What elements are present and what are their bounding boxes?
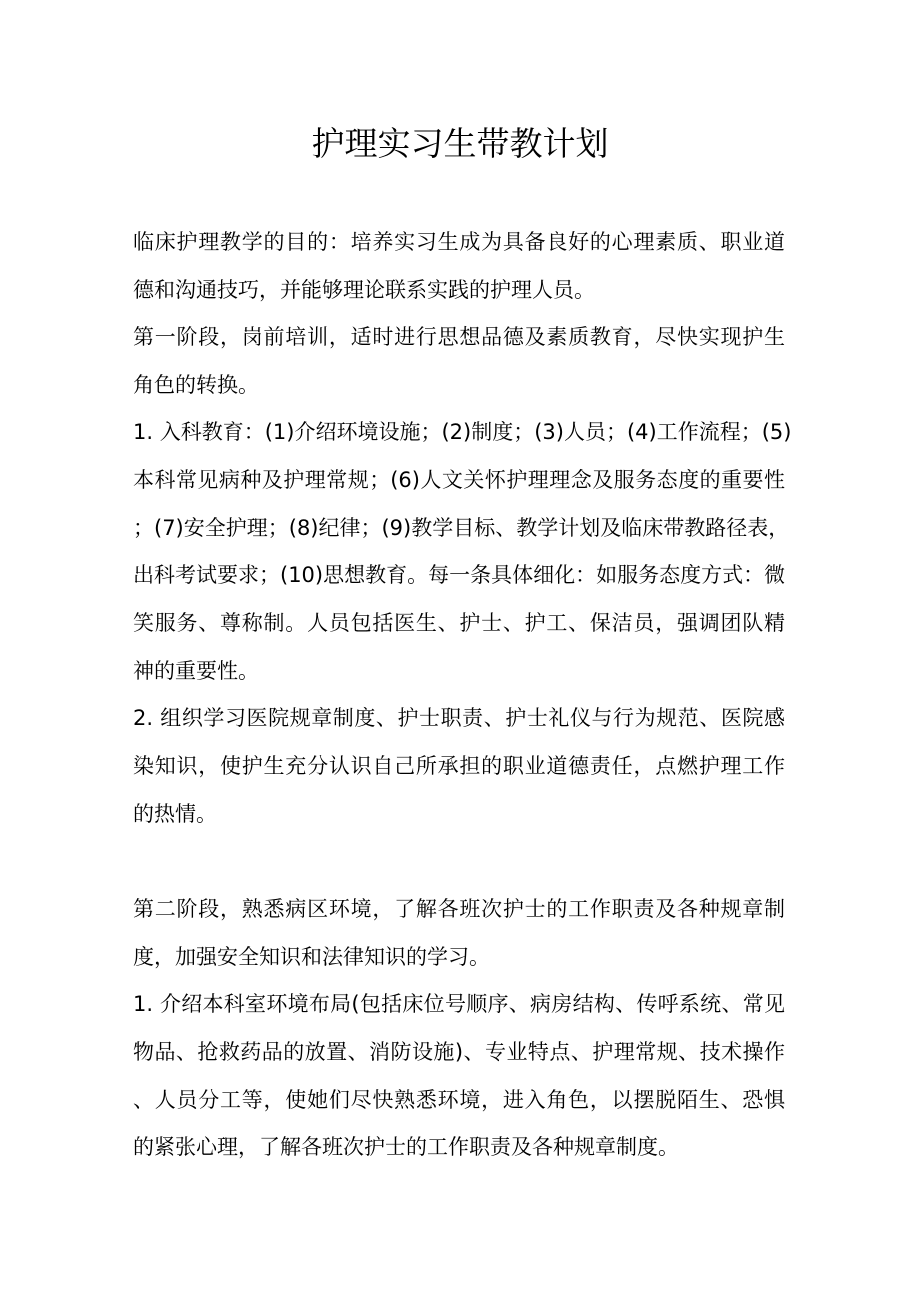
paragraph-line: 笑服务、尊称制。人员包括医生、护士、护工、保洁员，强调团队精 (133, 611, 785, 635)
paragraph-line: 物品、抢救药品的放置、消防设施)、专业特点、护理常规、技术操作 (133, 1040, 785, 1064)
paragraph-line: 的紧张心理，了解各班次护士的工作职责及各种规章制度。 (133, 1135, 679, 1159)
paragraph-line: ；(7)安全护理；(8)纪律；(9)教学目标、教学计划及临床带教路径表， (133, 516, 790, 540)
document-title: 护理实习生带教计划 (311, 124, 609, 163)
paragraph-line: 本科常见病种及护理常规；(6)人文关怀护理理念及服务态度的重要性 (133, 468, 785, 492)
paragraph-line: 1. 介绍本科室环境布局(包括床位号顺序、病房结构、传呼系统、常见 (133, 992, 785, 1016)
paragraph-line: 2. 组织学习医院规章制度、护士职责、护士礼仪与行为规范、医院感 (133, 706, 785, 730)
paragraph-line: 临床护理教学的目的：培养实习生成为具备良好的心理素质、职业道 (133, 230, 785, 254)
paragraph-line: 神的重要性。 (133, 659, 259, 683)
paragraph-line: 第一阶段，岗前培训，适时进行思想品德及素质教育，尽快实现护生 (133, 325, 785, 349)
paragraph-line: 第二阶段，熟悉病区环境，了解各班次护士的工作职责及各种规章制 (133, 897, 785, 921)
paragraph-line: 的热情。 (133, 802, 217, 826)
paragraph-line: 染知识，使护生充分认识自己所承担的职业道德责任，点燃护理工作 (133, 754, 785, 778)
paragraph-line: 1. 入科教育：(1)介绍环境设施；(2)制度；(3)人员；(4)工作流程；(5) (133, 420, 792, 444)
paragraph-line: 、人员分工等，使她们尽快熟悉环境，进入角色，以摆脱陌生、恐惧 (133, 1088, 785, 1112)
paragraph-line: 出科考试要求；(10)思想教育。每一条具体细化：如服务态度方式：微 (133, 563, 786, 587)
paragraph-line: 度，加强安全知识和法律知识的学习。 (133, 945, 490, 969)
paragraph-line: 角色的转换。 (133, 373, 259, 397)
paragraph-line: 德和沟通技巧，并能够理论联系实践的护理人员。 (133, 278, 595, 302)
